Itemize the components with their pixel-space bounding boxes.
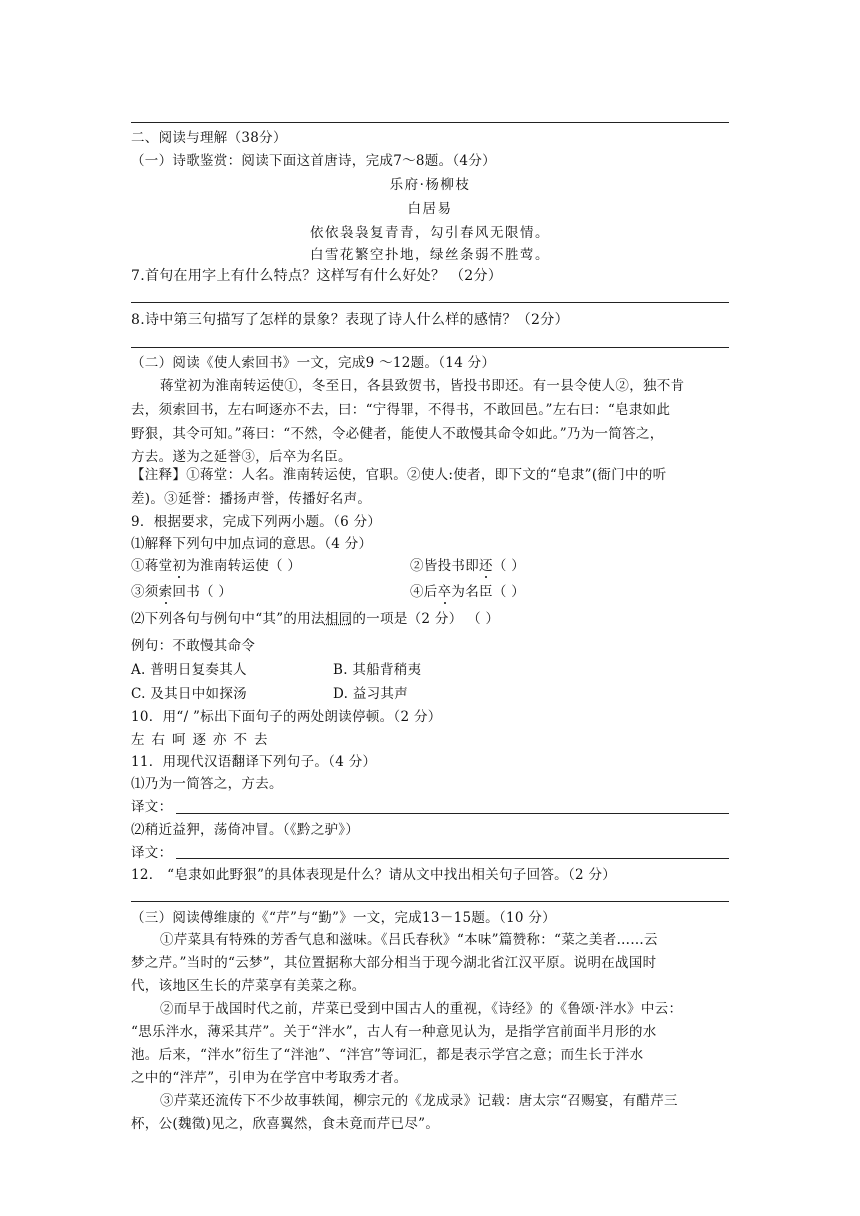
option-a[interactable]: A. 普明日复奏其人 bbox=[131, 662, 247, 678]
question-7: 7.首句在用字上有什么特点？这样写有什么好处？ （2分） bbox=[131, 268, 503, 284]
modern-line-5: “思乐泮水，薄采其芹”。关于“泮水”，古人有一种意见认为，是指学宫前面半月形的水 bbox=[131, 1024, 657, 1040]
modern-line-8: ③芹菜还流传下不少故事轶闻，柳宗元的《龙成录》记载：唐太宗“召赐宴，有醋芹三 bbox=[160, 1093, 678, 1109]
option-d[interactable]: D. 益习其声 bbox=[333, 686, 409, 702]
modern-line-4: ②而早于战国时代之前，芹菜已受到中国古人的重视，《诗经》的《鲁颂·泮水》中云： bbox=[160, 1001, 683, 1017]
modern-line-3: 代，该地区生长的芹菜享有美菜之称。 bbox=[131, 978, 366, 994]
q9-item-c-post: 回书（ ） bbox=[172, 584, 233, 600]
question-9-1: ⑴解释下列句中加点词的意思。（4 分） bbox=[131, 536, 373, 552]
classical-text-line-1: 蒋堂初为淮南转运使①，冬至日，各县致贺书，皆投书即还。有一县令使人②，独不肯 bbox=[160, 378, 685, 394]
example-sentence: 例句：不敢慢其命令 bbox=[131, 638, 256, 654]
modern-line-2: 梦之芹。”当时的“云梦”，其位置据称大部分相当于现今湖北省江汉平原。说明在战国时 bbox=[131, 955, 657, 971]
q9-item-c-dotted-word: 索 bbox=[158, 584, 173, 600]
q9-item-d-pre: ④后 bbox=[410, 584, 438, 600]
q9-item-b-dotted-word: 还 bbox=[479, 558, 493, 574]
translation-line-2[interactable] bbox=[176, 858, 729, 859]
answer-line-8[interactable] bbox=[131, 347, 729, 348]
q9-item-d-dotted-word: 卒 bbox=[437, 584, 452, 600]
q9-item-d-post: 为名臣（ ） bbox=[451, 584, 526, 600]
section-title: 二、阅读与理解（38分） bbox=[131, 130, 287, 146]
modern-line-1: ①芹菜具有特殊的芳香气息和滋味。《吕氏春秋》“本味”篇赞称：“菜之美者……云 bbox=[160, 932, 658, 948]
question-11-2: ⑵稍近益狎，荡倚冲冒。（《黔之驴》） bbox=[131, 822, 360, 838]
option-b[interactable]: B. 其船背稍夷 bbox=[333, 662, 422, 678]
q9-2-post: 的一项是（2 分） （ ） bbox=[352, 611, 500, 627]
question-9-2 bbox=[131, 609, 499, 629]
question-11-1: ⑴乃为一简答之，方去。 bbox=[131, 776, 283, 792]
translation-line-1[interactable] bbox=[176, 813, 729, 814]
modern-line-9: 杯，公(魏徵)见之，欣喜翼然，食未竟而芹已尽”。 bbox=[131, 1116, 440, 1132]
modern-line-7: 之中的“泮芹”，引申为在学宫中考取秀才者。 bbox=[131, 1070, 408, 1086]
poem-line-1: 依依袅袅复青青，勾引春风无限情。 bbox=[310, 225, 550, 241]
q9-item-b bbox=[410, 556, 525, 576]
notes-line-1: 【注释】①蒋堂：人名。淮南转运使，官职。②使人:使者，即下文的“皂隶”(衙门中的听 bbox=[131, 467, 667, 483]
poem-heading: （一）诗歌鉴赏：阅读下面这首唐诗，完成7～8题。（4分） bbox=[131, 153, 496, 169]
modern-heading: （三）阅读傅维康的《“芹”与“勤”》一文，完成13－15题。（10 分） bbox=[131, 910, 556, 926]
poem-title: 乐府·杨柳枝 bbox=[389, 177, 471, 193]
notes-line-2: 差)。③延誉：播扬声誉，传播好名声。 bbox=[131, 491, 372, 507]
question-10: 10．用“/ ”标出下面句子的两处朗读停顿。（2 分） bbox=[131, 709, 442, 725]
q9-item-b-post: （ ） bbox=[492, 558, 526, 574]
classical-heading: （二）阅读《使人索回书》一文，完成9 ～12题。（14 分） bbox=[131, 355, 496, 371]
question-12: 12． “皂隶如此野狠”的具体表现是什么？请从文中找出相关句子回答。（2 分） bbox=[131, 867, 617, 883]
classical-text-line-4: 方去。遂为之延誉③，后卒为名臣。 bbox=[131, 449, 352, 465]
q9-item-b-pre: ②皆投书即 bbox=[410, 558, 479, 574]
translation-label-2: 译文： bbox=[131, 845, 173, 861]
answer-line-12[interactable] bbox=[131, 901, 729, 902]
option-c[interactable]: C. 及其日中如探汤 bbox=[131, 686, 247, 702]
q9-item-a-post: 为淮南转运使（ ） bbox=[186, 558, 302, 574]
q9-item-a-dotted-word: 初 bbox=[172, 558, 187, 574]
top-rule bbox=[131, 122, 729, 123]
question-8: 8.诗中第三句描写了怎样的景象？表现了诗人什么样的感情？（2分） bbox=[131, 312, 569, 328]
question-11: 11．用现代汉语翻译下列句子。（4 分） bbox=[131, 754, 377, 770]
q9-item-a-pre: ①蒋堂 bbox=[131, 558, 173, 574]
poem-author: 白居易 bbox=[407, 201, 453, 217]
poem-line-2: 白雪花繁空扑地，绿丝条弱不胜莺。 bbox=[310, 247, 550, 263]
q10-sentence[interactable]: 左右呵逐亦不去 bbox=[131, 732, 275, 748]
question-9: 9．根据要求，完成下列两小题。（6 分） bbox=[131, 514, 382, 530]
q9-2-pre: ⑵下列各句与例句中“其”的用法 bbox=[131, 611, 325, 627]
modern-line-6: 池。后来，“泮水”衍生了“泮池”、“泮宫”等词汇，都是表示学宫之意；而生长于泮水 bbox=[131, 1047, 644, 1063]
q9-item-d bbox=[410, 582, 525, 602]
classical-text-line-3: 野狠，其令可知。”蒋曰：“不然，令必健者，能使人不敢慢其命令如此。”乃为一简答之， bbox=[131, 426, 664, 442]
classical-text-line-2: 去，须索回书，左右呵逐亦不去，曰：“宁得罪，不得书，不敢回邑。”左右曰：“皂隶如此 bbox=[131, 402, 671, 418]
q9-item-c-pre: ③须 bbox=[131, 584, 159, 600]
translation-label-1: 译文： bbox=[131, 799, 173, 815]
q9-item-a bbox=[131, 556, 301, 576]
answer-line-7[interactable] bbox=[131, 302, 729, 303]
q9-2-dotted-word: 相同 bbox=[324, 611, 353, 627]
q9-item-c bbox=[131, 582, 232, 602]
